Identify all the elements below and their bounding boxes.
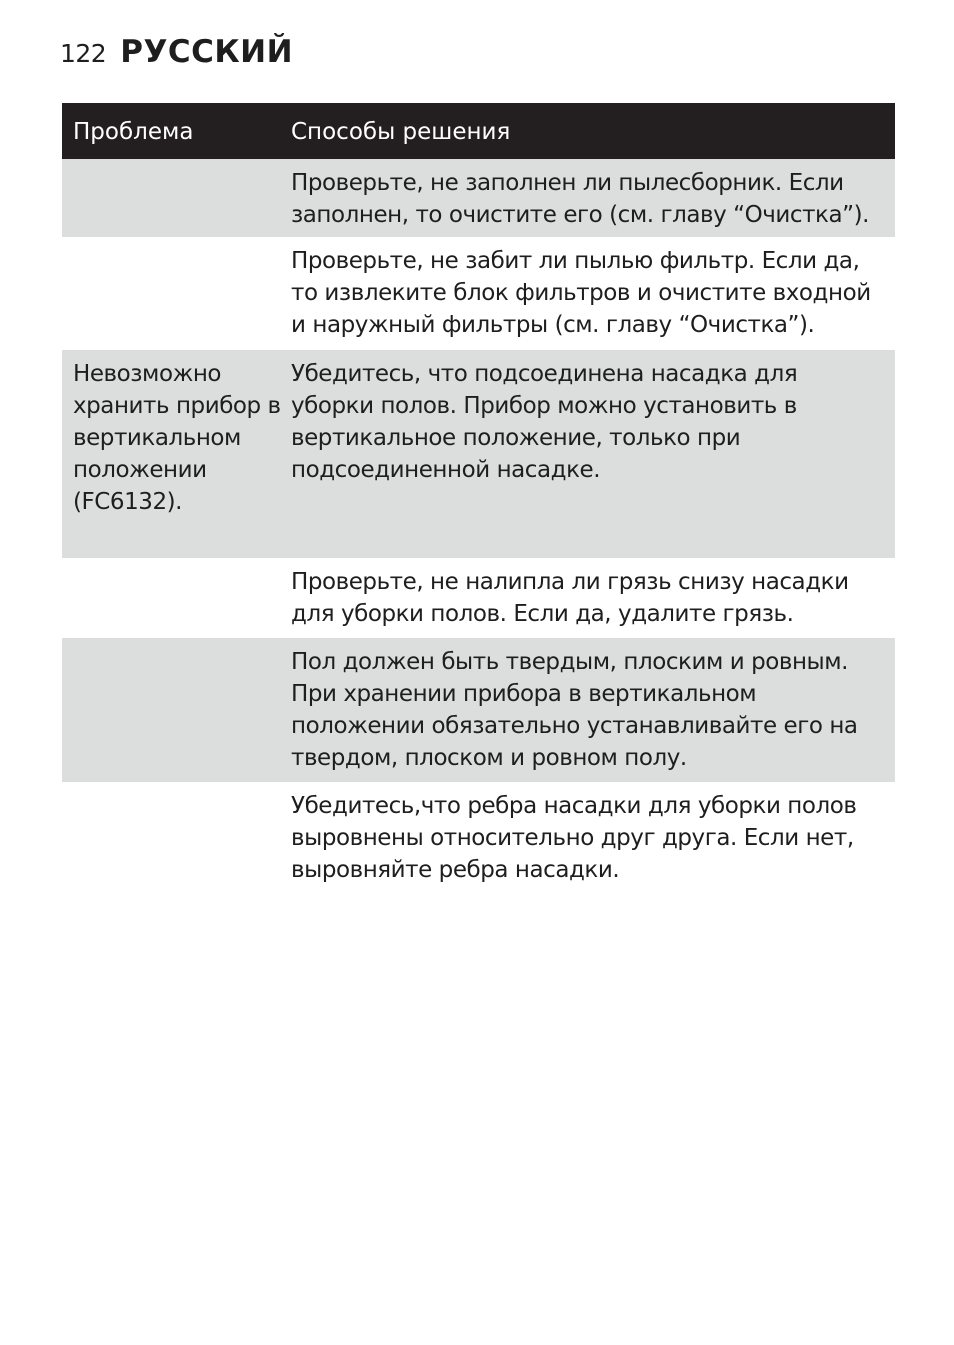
table-row bbox=[62, 782, 895, 898]
table-row bbox=[62, 237, 895, 350]
problem-cell bbox=[62, 237, 291, 350]
solution-cell: Пол должен быть твердым, плоским и ровным. При хранении прибора в вертикальном положении обязательно устанавливайте его на твердом, плоском и ровном полу. bbox=[291, 649, 858, 771]
problem-cell bbox=[62, 638, 291, 782]
problem-cell bbox=[62, 159, 291, 237]
problem-cell bbox=[62, 558, 291, 638]
table-row bbox=[62, 159, 895, 237]
solution-cell: Проверьте, не забит ли пылью фильтр. Если да, то извлеките блок фильтров и очистите входной и наружный фильтры (см. главу “Очистка”). bbox=[291, 248, 871, 338]
table-header-row bbox=[62, 103, 895, 159]
table-row bbox=[62, 638, 895, 782]
column-header-problem: Проблема bbox=[73, 119, 194, 145]
problem-cell bbox=[62, 782, 291, 898]
table-row bbox=[62, 558, 895, 638]
problem-cell: Невозможно хранить прибор в вертикальном положении (FC6132). bbox=[73, 361, 281, 515]
page-number: 122 bbox=[60, 39, 107, 68]
troubleshooting-table bbox=[62, 103, 895, 898]
page-header bbox=[60, 34, 293, 74]
solution-cell: Проверьте, не налипла ли грязь снизу насадки для уборки полов. Если да, удалите грязь. bbox=[291, 569, 849, 627]
solution-cell: Убедитесь, что подсоединена насадка для уборки полов. Прибор можно установить в вертикальное положение, только при подсоединенной насадке. bbox=[291, 361, 798, 483]
table-row bbox=[62, 350, 895, 558]
solution-cell: Убедитесь,что ребра насадки для уборки полов выровнены относительно друг друга. Если нет, выровняйте ребра насадки. bbox=[291, 793, 857, 883]
column-header-solution: Способы решения bbox=[291, 119, 511, 145]
solution-cell: Проверьте, не заполнен ли пылесборник. Если заполнен, то очистите его (см. главу “Очистка”). bbox=[291, 170, 869, 228]
section-title: РУССКИЙ bbox=[120, 34, 294, 70]
